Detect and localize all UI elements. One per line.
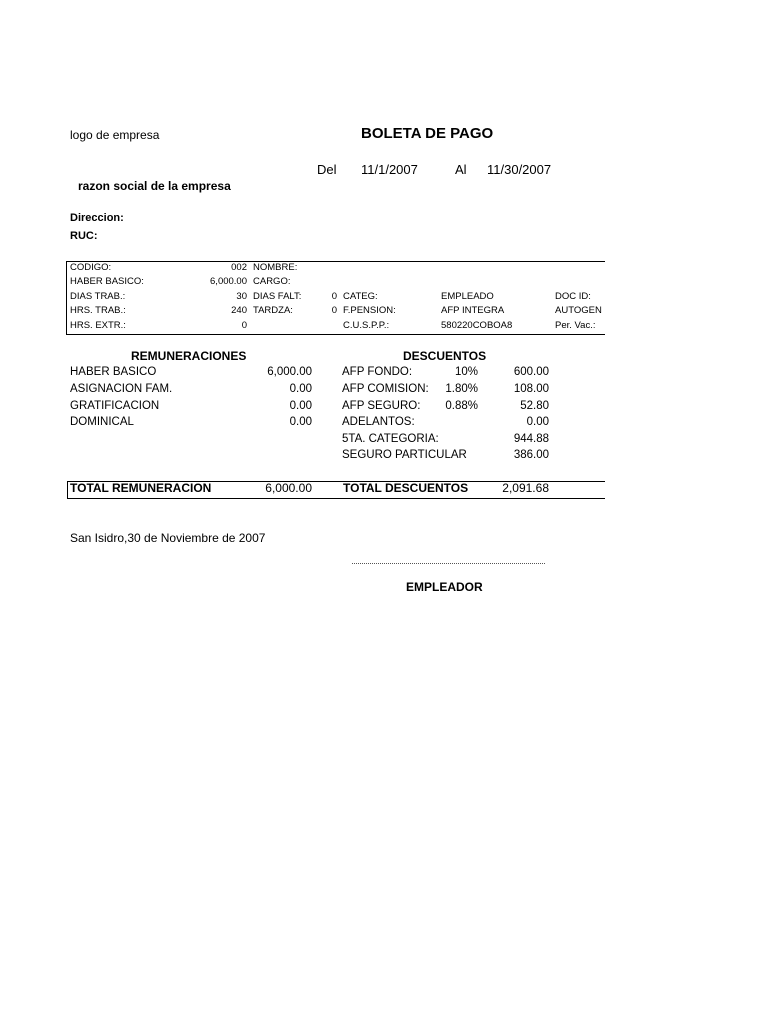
rem-value: 6,000.00 <box>267 366 312 378</box>
desc-pct: 10% <box>454 366 478 378</box>
dias-trab-label: DIAS TRAB.: <box>70 291 126 302</box>
signature-label: EMPLEADOR <box>406 580 483 594</box>
desc-value: 0.00 <box>526 416 549 428</box>
desc-value: 52.80 <box>520 400 549 412</box>
desc-label: ADELANTOS: <box>342 416 415 428</box>
del-date: 11/1/2007 <box>361 162 418 177</box>
hrs-extr-value: 0 <box>241 320 247 331</box>
desc-pct: 0.88% <box>445 400 478 412</box>
al-label: Al <box>455 162 467 177</box>
nombre-label: NOMBRE: <box>253 262 298 273</box>
cuspp-label: C.U.S.P.P.: <box>343 320 390 331</box>
logo-placeholder: logo de empresa <box>70 128 160 142</box>
per-vac-label: Per. Vac.: <box>555 320 596 331</box>
al-date: 11/30/2007 <box>487 162 552 177</box>
haber-basico-value: 6,000.00 <box>210 276 247 287</box>
dias-trab-value: 30 <box>236 291 247 302</box>
company-name: razon social de la empresa <box>78 179 231 193</box>
codigo-label: CODIGO: <box>70 262 112 273</box>
desc-value: 386.00 <box>513 449 549 461</box>
desc-label: AFP FONDO: <box>342 366 413 378</box>
desc-value: 600.00 <box>513 366 549 378</box>
rem-value: 0.00 <box>289 383 312 395</box>
hrs-trab-label: HRS. TRAB.: <box>70 305 126 316</box>
codigo-value: 002 <box>231 262 247 273</box>
dias-falt-value: 0 <box>331 291 337 302</box>
rem-label: HABER BASICO <box>70 366 157 378</box>
tardza-value: 0 <box>331 305 337 316</box>
categ-label: CATEG: <box>343 291 378 302</box>
desc-label: AFP COMISION: <box>342 383 429 395</box>
total-descuentos-value: 2,091.68 <box>502 481 549 495</box>
haber-basico-label: HABER BASICO: <box>70 276 144 287</box>
rem-value: 0.00 <box>289 416 312 428</box>
dias-falt-label: DIAS FALT: <box>253 291 302 302</box>
page-title: BOLETA DE PAGO <box>361 125 494 142</box>
remuneraciones-heading: REMUNERACIONES <box>131 349 247 363</box>
hrs-trab-value: 240 <box>231 305 247 316</box>
del-label: Del <box>317 162 337 177</box>
descuentos-heading: DESCUENTOS <box>403 349 487 363</box>
desc-label: AFP SEGURO: <box>342 400 421 412</box>
categ-value: EMPLEADO <box>441 291 494 302</box>
total-remuneracion-label: TOTAL REMUNERACION <box>70 481 212 495</box>
fpension-value: AFP INTEGRA <box>441 305 505 316</box>
total-descuentos-label: TOTAL DESCUENTOS <box>343 481 469 495</box>
rem-label: ASIGNACION FAM. <box>70 383 173 395</box>
desc-pct: 1.80% <box>445 383 478 395</box>
total-remuneracion-value: 6,000.00 <box>265 481 312 495</box>
desc-value: 944.88 <box>513 433 549 445</box>
tardza-label: TARDZA: <box>253 305 293 316</box>
rem-label: DOMINICAL <box>70 416 134 428</box>
cuspp-value: 580220COBOA8 <box>441 320 513 331</box>
desc-label: SEGURO PARTICULAR <box>342 449 467 461</box>
fpension-label: F.PENSION: <box>343 305 396 316</box>
cargo-label: CARGO: <box>253 276 291 287</box>
desc-value: 108.00 <box>513 383 549 395</box>
direccion-label: Direccion: <box>70 212 124 224</box>
hrs-extr-label: HRS. EXTR.: <box>70 320 126 331</box>
doc-id-label: DOC ID: <box>555 291 591 302</box>
rem-value: 0.00 <box>289 400 312 412</box>
signature-line <box>352 563 545 564</box>
autogen-label: AUTOGEN <box>555 305 602 316</box>
place-date: San Isidro,30 de Noviembre de 2007 <box>70 531 266 545</box>
desc-label: 5TA. CATEGORIA: <box>342 433 439 445</box>
ruc-label: RUC: <box>70 230 98 242</box>
rem-label: GRATIFICACION <box>70 400 160 412</box>
